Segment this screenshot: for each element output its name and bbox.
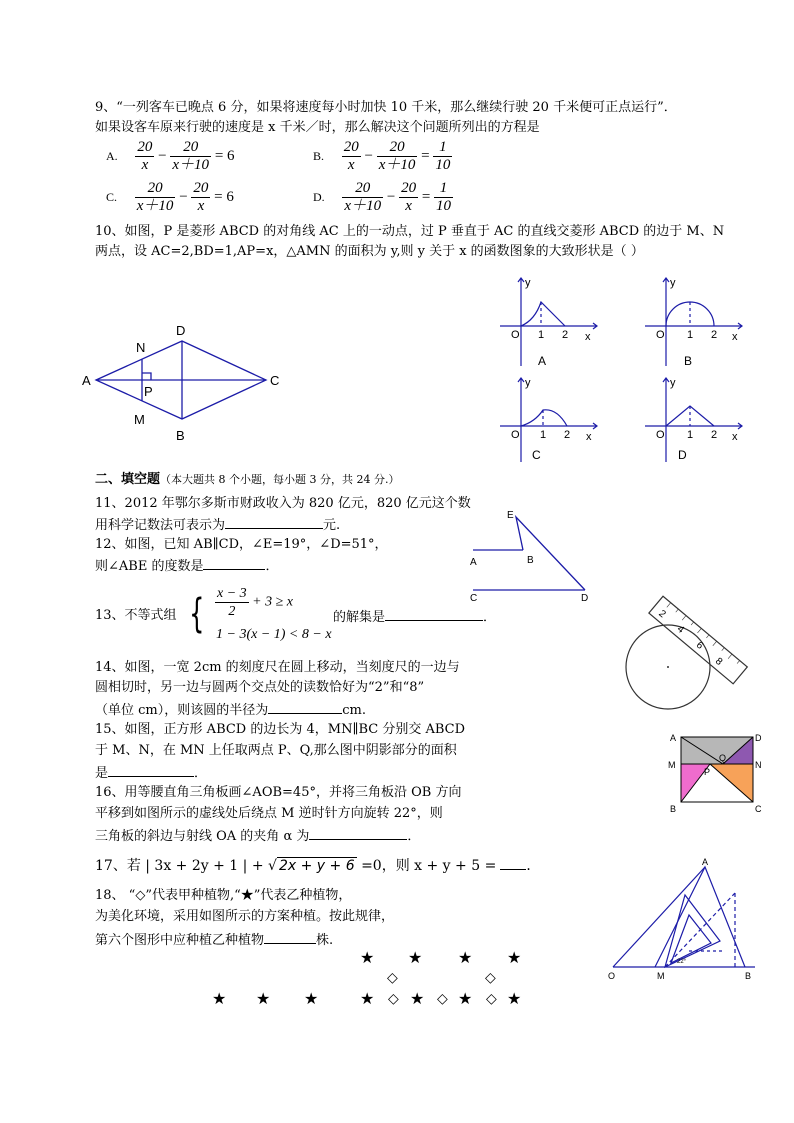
answer-blank[interactable] (203, 557, 265, 570)
fraction: $\frac{20}{x+10}$ (172, 139, 210, 173)
label-m: M (134, 412, 145, 427)
origin: O (656, 429, 665, 441)
q15-text-end: ． (194, 766, 208, 781)
equals: = (421, 188, 431, 205)
label-d: D (755, 733, 762, 743)
label-a: A (82, 373, 91, 388)
q12-line2 (95, 557, 278, 575)
fraction: $\frac{20}{x+10}$ (136, 180, 174, 214)
q10-line2: 两点，设 AC=2,BD=1,AP=x，△AMN 的面积为 y,则 y 关于 x 的函数图象的大致形状是（ ） (95, 244, 644, 259)
star-icon: ★ (408, 948, 423, 967)
tick-2: 2 (711, 329, 718, 341)
sqrt: √ 2x + y + 6 (268, 858, 355, 874)
q13-text: 的解集是 (333, 610, 386, 625)
star-icon: ★ (410, 989, 425, 1008)
q18-line3 (95, 931, 333, 949)
origin: O (511, 429, 520, 441)
fraction: $\frac{20}{x}$ (137, 139, 153, 173)
q13-suffix (333, 608, 496, 626)
label-b: B (176, 428, 185, 443)
q18-text-end: 株. (316, 933, 334, 948)
q13-prefix: 13、不等式组 (95, 608, 177, 623)
axis-x: x (732, 331, 738, 343)
diamond-icon: ◇ (387, 970, 398, 986)
graph-option-a[interactable] (495, 270, 605, 370)
rhs: = 6 (214, 147, 235, 164)
section-note: （本大题共 8 个小题，每小题 3 分，共 24 分.） (160, 473, 400, 486)
axis-y: y (670, 377, 676, 389)
q11-line2 (95, 516, 340, 534)
answer-blank[interactable] (264, 931, 316, 944)
fraction: $\frac{x - 3}{2}$ (217, 586, 247, 619)
q13-text-end: ． (483, 610, 497, 625)
tick-2: 2 (562, 329, 569, 341)
origin: O (511, 329, 520, 341)
diamond-icon: ◇ (485, 970, 496, 986)
label-n: N (755, 760, 762, 770)
q13-ineq1 (215, 585, 293, 620)
star-icon: ★ (360, 948, 375, 967)
answer-blank[interactable] (225, 516, 323, 529)
q11-text: 用科学记数法可表示为 (95, 518, 226, 533)
q17-line (95, 857, 540, 874)
star-icon: ★ (304, 989, 319, 1008)
q9-option-b[interactable] (313, 139, 452, 174)
ruler-mark-2: 2 (656, 608, 668, 621)
axis-y: y (525, 277, 531, 289)
graph-label: A (538, 354, 547, 368)
rhs: = 6 (214, 188, 234, 205)
answer-blank[interactable] (309, 827, 407, 840)
operator: − (364, 147, 373, 164)
diamond-icon: ◇ (388, 991, 399, 1007)
q13-ineq2: 1 − 3(x − 1) < 8 − x (216, 627, 332, 642)
label-angle: 22° (677, 959, 687, 965)
axis-x: x (586, 431, 592, 443)
tick-1: 1 (538, 329, 545, 341)
q17-text-end: ． (526, 858, 541, 874)
fraction: $\frac{20}{x+10}$ (378, 139, 416, 173)
ruler-mark-8: 8 (712, 655, 725, 668)
q15-line3 (95, 764, 207, 782)
tick-2: 2 (711, 429, 718, 441)
label-d: D (176, 323, 186, 338)
graph-label: D (678, 448, 687, 462)
q16-line1: 16、用等腰直角三角板画∠AOB=45°，并将三角板沿 OB 方向 (95, 785, 462, 800)
rhombus-figure (76, 318, 286, 448)
q13-brace: { (189, 591, 205, 637)
answer-blank[interactable] (268, 701, 342, 714)
label-c: C (470, 593, 478, 604)
ruler-mark-4: 4 (674, 623, 687, 636)
q17-prefix: 17、若 | 3x + 2y + 1 | + (95, 858, 264, 874)
option-label: B. (313, 148, 325, 163)
answer-blank[interactable] (385, 608, 483, 621)
q9-line2: 如果设客车原来行驶的速度是 x 千米／时，那么解决这个问题所列出的方程是 (95, 120, 540, 135)
label-n: N (136, 340, 146, 355)
star-icon: ★ (360, 989, 375, 1008)
q12-text-end: ． (265, 559, 279, 574)
label-p: P (704, 767, 711, 777)
section-2-header (95, 472, 400, 488)
tick-2: 2 (564, 429, 571, 441)
q14-line2: 圆相切时，另一边与圆两个交点处的读数恰好为“2”和“8” (95, 680, 425, 695)
q16-line3 (95, 827, 420, 845)
label-m: M (657, 971, 665, 981)
graph-option-c[interactable] (495, 370, 605, 465)
operator: − (179, 188, 188, 205)
label-b: B (670, 804, 677, 814)
axis-x: x (585, 331, 591, 343)
equals: = (421, 147, 430, 164)
q14-line3 (95, 701, 366, 719)
q16-line2: 平移到如图所示的虚线处后绕点 M 逆时针方向旋转 22°，则 (95, 806, 443, 821)
q9-option-d[interactable] (313, 180, 453, 215)
label-o: O (608, 971, 616, 981)
diamond-icon: ◇ (486, 991, 497, 1007)
ineq1-rest: + 3 ≥ x (252, 594, 294, 610)
q9-option-c[interactable] (106, 180, 234, 215)
tick-1: 1 (687, 429, 694, 441)
label-m: M (668, 760, 676, 770)
fraction: $\frac{20}{x}$ (193, 180, 209, 214)
label-q: Q (719, 753, 727, 763)
q17-mid: =0，则 x + y + 5 = (361, 858, 497, 874)
operator: − (386, 188, 396, 205)
q14-figure (620, 595, 750, 720)
option-label: A. (106, 148, 118, 163)
q11-text-end: 元. (323, 518, 341, 533)
star-icon: ★ (507, 989, 522, 1008)
graph-label: B (684, 354, 693, 368)
star-icon: ★ (507, 948, 522, 967)
label-p: P (144, 384, 153, 399)
label-d: D (581, 593, 589, 604)
q14-text-end: cm. (342, 703, 366, 718)
fraction: $\frac{1}{10}$ (436, 180, 452, 214)
q16-text-end: ． (407, 829, 421, 844)
diamond-icon: ◇ (437, 991, 448, 1007)
star-icon: ★ (458, 989, 473, 1008)
q12-text: 则∠ABE 的度数是 (95, 559, 204, 574)
section-title: 二、填空题 (95, 472, 161, 487)
answer-blank[interactable] (108, 764, 194, 777)
label-b: B (745, 971, 752, 981)
q18-text: 第六个图形中应种植乙种植物 (95, 933, 265, 948)
fraction: $\frac{20}{x}$ (343, 139, 359, 173)
q12-figure (465, 505, 593, 605)
q11-line1: 11、2012 年鄂尔多斯市财政收入为 820 亿元，820 亿元这个数 (95, 496, 471, 511)
label-a: A (670, 733, 677, 743)
q9-option-a[interactable] (106, 139, 235, 174)
label-c: C (270, 373, 280, 388)
q10-line1: 10、如图，P 是菱形 ABCD 的对角线 AC 上的一动点，过 P 垂直于 AC 的直线交菱形 ABCD 的边于 M、N (95, 224, 725, 239)
label-b: B (527, 555, 534, 566)
fraction: $\frac{20}{x+10}$ (344, 180, 382, 214)
q16-figure (605, 855, 765, 985)
q18-line1: 18、 “◇”代表甲种植物,“★”代表乙种植物， (95, 888, 352, 903)
fraction: $\frac{20}{x}$ (401, 180, 417, 214)
tick-1: 1 (540, 429, 547, 441)
origin: O (656, 329, 665, 341)
fraction: $\frac{1}{10}$ (435, 139, 451, 173)
graph-option-d[interactable] (640, 370, 750, 465)
q18-line2: 为美化环境，采用如图所示的方案种植。按此规律， (95, 909, 395, 924)
q15-text: 是 (95, 766, 109, 781)
q12-line1: 12、如图，已知 AB∥CD，∠E=19°，∠D=51°， (95, 537, 388, 552)
q14-line1: 14、如图，一宽 2cm 的刻度尺在圆上移动，当刻度尺的一边与 (95, 660, 460, 675)
label-a: A (470, 557, 477, 568)
star-icon: ★ (212, 989, 227, 1008)
q16-text: 三角板的斜边与射线 OA 的夹角 α 为 (95, 829, 310, 844)
star-icon: ★ (458, 948, 473, 967)
q15-line1: 15、如图，正方形 ABCD 的边长为 4，MN∥BC 分别交 ABCD (95, 722, 466, 737)
tick-1: 1 (687, 329, 694, 341)
option-label: D. (313, 189, 325, 204)
label-a: A (702, 857, 709, 867)
label-c: C (755, 804, 762, 814)
graph-option-b[interactable] (640, 270, 750, 370)
label-e: E (507, 510, 514, 521)
q15-figure (665, 727, 770, 817)
q14-text: （单位 cm），则该圆的半径为 (95, 703, 269, 718)
q9-line1: 9、“一列客车已晚点 6 分，如果将速度每小时加快 10 千米，那么继续行驶 20 千米便可正点运行”． (95, 100, 677, 115)
star-icon: ★ (256, 989, 271, 1008)
axis-x: x (732, 431, 738, 443)
graph-label: C (532, 448, 541, 462)
axis-y: y (525, 377, 531, 389)
answer-blank[interactable] (500, 857, 526, 870)
q15-line2: 于 M、N，在 MN 上任取两点 P、Q,那么图中阴影部分的面积 (95, 743, 457, 758)
axis-y: y (670, 277, 676, 289)
ruler-mark-6: 6 (693, 639, 706, 652)
option-label: C. (106, 189, 118, 204)
operator: − (158, 147, 167, 164)
